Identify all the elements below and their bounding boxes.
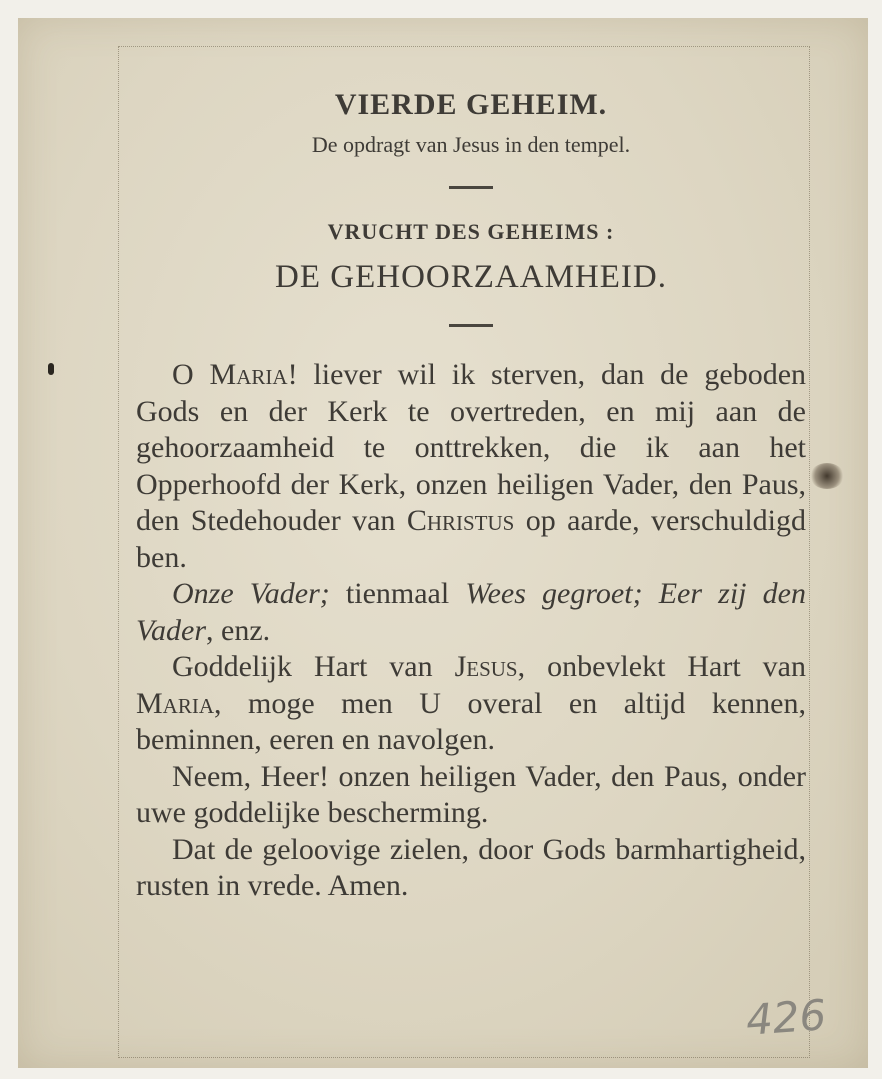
text-maria: Maria [209, 358, 288, 391]
prayer-card [18, 18, 868, 1068]
paragraph-instruction [136, 576, 806, 649]
paragraph-invocation [136, 649, 806, 759]
paragraph-souls: Dat de geloovige zielen, door Gods barmhartigheid, rusten in vrede. Amen. [136, 832, 806, 902]
text-segment: op aarde, verschuldigd ben. [136, 504, 806, 574]
text-segment: ! liever wil ik sterven, dan de geboden Gods en der Kerk te overtreden, en mij aan de gehoorzaamheid te onttrekken, die ik aan het Opperhoofd der Kerk, onzen heiligen Vader, den Paus, den Stedehouder van [136, 358, 807, 537]
text-segment: Goddelijk Hart van [172, 650, 455, 683]
pencil-number: 426 [744, 990, 828, 1045]
divider [449, 324, 493, 327]
text-onze-vader: Onze Vader; [172, 577, 330, 610]
text-segment: tienmaal [329, 577, 466, 610]
text-segment: , moge men U overal en altijd kennen, beminnen, eeren en navolgen. [136, 686, 806, 756]
paragraph-prayer [136, 357, 806, 576]
fruit-value: DE GEHOORZAAMHEID. [275, 259, 667, 295]
card-content [136, 88, 806, 905]
text-wees-gegroet: Wees gegroet; Eer zij den Vader [136, 577, 806, 647]
text-segment: O [172, 358, 210, 391]
fruit-label: VRUCHT DES GEHEIMS : [327, 219, 615, 244]
ink-stain [810, 463, 844, 489]
text-maria: Maria [136, 686, 215, 720]
text-segment: , enz. [206, 613, 271, 647]
text-segment: , onbevlekt Hart van [517, 650, 806, 683]
prayer-body [136, 357, 806, 905]
text-jesus: Jesus [454, 650, 518, 683]
card-subtitle: De opdragt van Jesus in den tempel. [311, 132, 631, 157]
paragraph-pope: Neem, Heer! onzen heiligen Vader, den Paus, onder uwe goddelijke bescherming. [136, 759, 806, 829]
divider [449, 186, 493, 189]
text-christus: Christus [406, 504, 515, 537]
card-title: VIERDE GEHEIM. [334, 88, 608, 121]
pin-hole [48, 363, 54, 375]
